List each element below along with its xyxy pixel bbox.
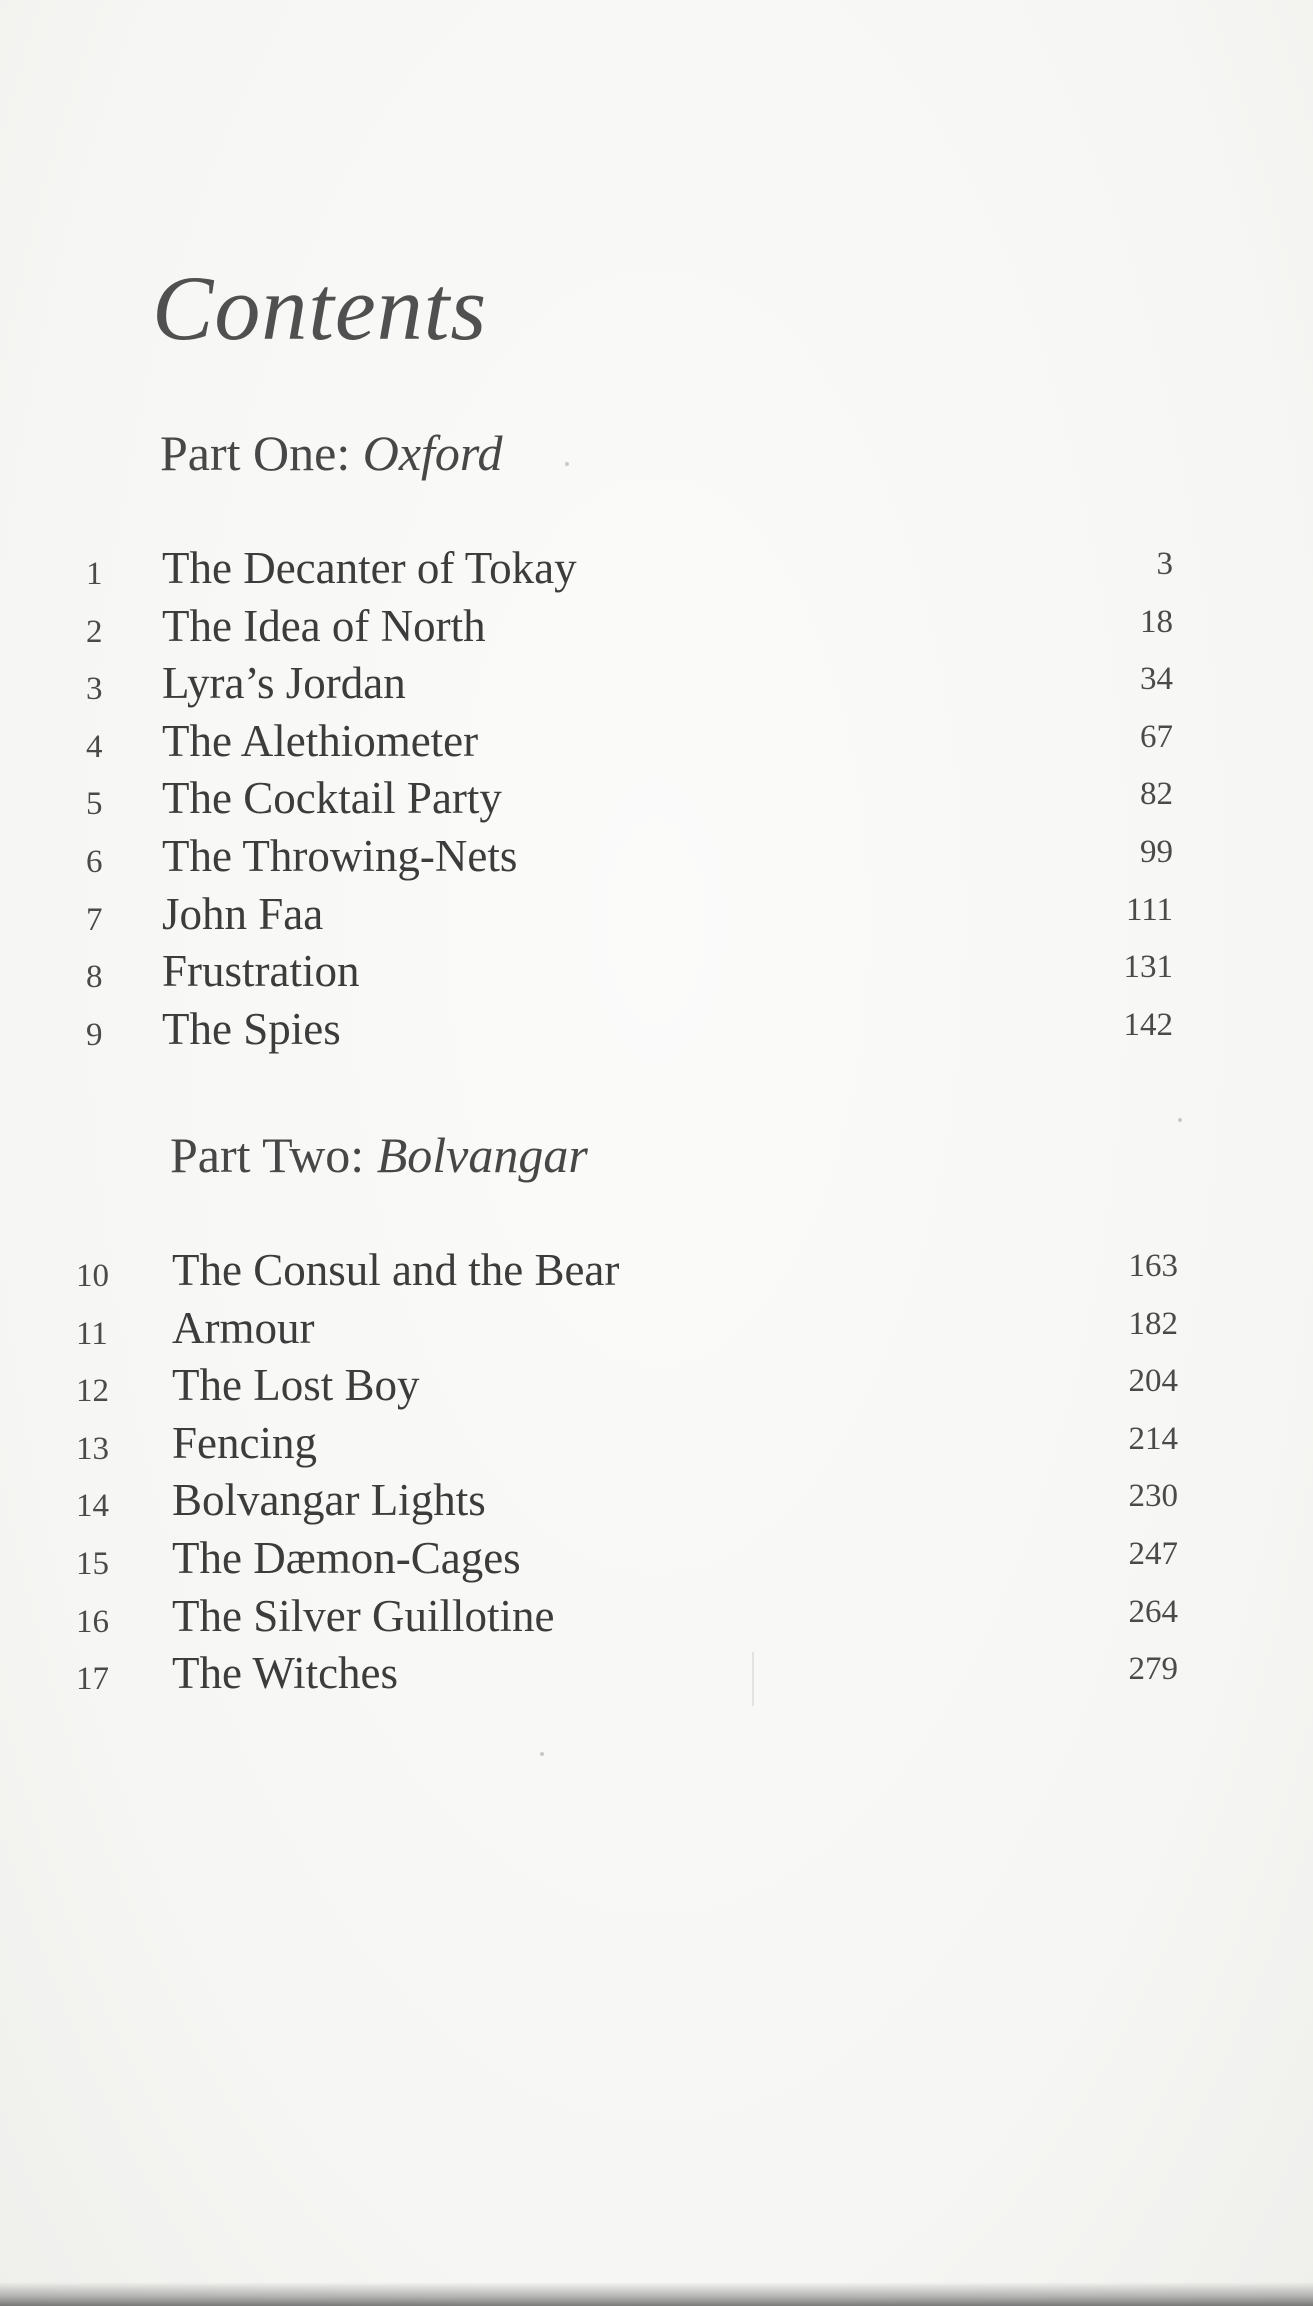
chapter-title: The Idea of North: [162, 600, 486, 651]
chapter-page-number: 142: [1123, 1006, 1173, 1043]
chapter-page-number: 18: [1140, 603, 1173, 640]
chapter-row: [0, 602, 1313, 660]
chapter-page-number: 67: [1140, 718, 1173, 755]
chapter-number: 2: [86, 613, 103, 650]
chapter-title: The Witches: [172, 1648, 399, 1699]
scan-edge-shadow: [0, 2282, 1313, 2306]
chapter-row: [0, 1476, 1313, 1534]
chapter-number: 8: [86, 959, 103, 996]
chapter-page-number: 131: [1123, 949, 1173, 986]
chapter-row: [0, 659, 1313, 717]
paper-speck: [540, 1752, 544, 1756]
chapter-title: The Consul and the Bear: [172, 1245, 620, 1295]
paper-speck: [565, 462, 569, 466]
chapter-row: [0, 1649, 1313, 1707]
chapter-number: 17: [76, 1661, 109, 1698]
chapter-row: [0, 832, 1313, 890]
chapter-page-number: 3: [1156, 546, 1173, 582]
part-two-label: Part Two:: [170, 1127, 365, 1183]
chapter-title: Lyra’s Jordan: [162, 658, 406, 709]
part-two-place: Bolvangar: [376, 1127, 588, 1183]
chapter-title: The Decanter of Tokay: [162, 543, 577, 593]
chapter-number: 9: [86, 1016, 103, 1053]
chapter-number: 12: [76, 1373, 109, 1410]
part-one-place: Oxford: [362, 425, 503, 481]
part-one-heading: [160, 425, 503, 481]
chapter-title: Fencing: [172, 1417, 317, 1468]
chapter-title: The Silver Guillotine: [172, 1590, 555, 1641]
chapter-title: The Dæmon-Cages: [172, 1532, 521, 1583]
chapter-number: 11: [76, 1315, 108, 1352]
chapter-page-number: 247: [1128, 1535, 1178, 1572]
chapter-row: [0, 1005, 1313, 1063]
chapter-page-number: 34: [1140, 661, 1173, 698]
chapter-title: Frustration: [162, 946, 360, 997]
chapter-page-number: 111: [1125, 891, 1173, 928]
chapter-title: John Faa: [162, 888, 324, 939]
chapter-number: 3: [86, 671, 103, 708]
chapter-title: The Cocktail Party: [162, 773, 502, 824]
chapter-number: 13: [76, 1430, 109, 1467]
chapter-number: 6: [86, 843, 103, 880]
chapter-number: 16: [76, 1603, 109, 1640]
chapter-row: [0, 890, 1313, 948]
chapter-title: The Throwing-Nets: [162, 830, 518, 881]
part-two-heading: [170, 1127, 588, 1183]
chapter-page-number: 230: [1128, 1478, 1178, 1515]
part-two-chapter-list: [0, 1246, 1313, 1707]
paper-speck: [1178, 1118, 1182, 1122]
chapter-number: 7: [86, 901, 103, 938]
chapter-row: [0, 1534, 1313, 1592]
chapter-page-number: 99: [1140, 833, 1173, 870]
chapter-number: 14: [76, 1488, 109, 1525]
chapter-page-number: 279: [1128, 1651, 1178, 1688]
chapter-number: 10: [76, 1258, 109, 1294]
chapter-row: [0, 947, 1313, 1005]
chapter-page-number: 182: [1128, 1305, 1178, 1342]
chapter-number: 15: [76, 1545, 109, 1582]
chapter-number: 1: [86, 556, 103, 592]
chapter-title: Armour: [172, 1302, 315, 1353]
chapter-page-number: 82: [1140, 776, 1173, 813]
chapter-row: [0, 544, 1313, 602]
part-one-chapter-list: [0, 544, 1313, 1062]
chapter-number: 5: [86, 786, 103, 823]
chapter-page-number: 204: [1128, 1363, 1178, 1400]
chapter-row: [0, 1304, 1313, 1362]
paper-mark: [752, 1652, 754, 1706]
chapter-page-number: 264: [1128, 1593, 1178, 1630]
chapter-row: [0, 1361, 1313, 1419]
chapter-title: The Lost Boy: [172, 1360, 420, 1411]
chapter-page-number: 163: [1128, 1248, 1178, 1284]
chapter-row: [0, 1592, 1313, 1650]
chapter-row: [0, 774, 1313, 832]
chapter-title: Bolvangar Lights: [172, 1475, 486, 1526]
chapter-number: 4: [86, 728, 103, 765]
chapter-page-number: 214: [1128, 1420, 1178, 1457]
part-one-label: Part One:: [160, 425, 351, 481]
chapter-row: [0, 1246, 1313, 1304]
chapter-row: [0, 1419, 1313, 1477]
chapter-title: The Spies: [162, 1003, 341, 1054]
chapter-title: The Alethiometer: [162, 715, 479, 766]
chapter-row: [0, 717, 1313, 775]
contents-title: Contents: [152, 257, 488, 359]
